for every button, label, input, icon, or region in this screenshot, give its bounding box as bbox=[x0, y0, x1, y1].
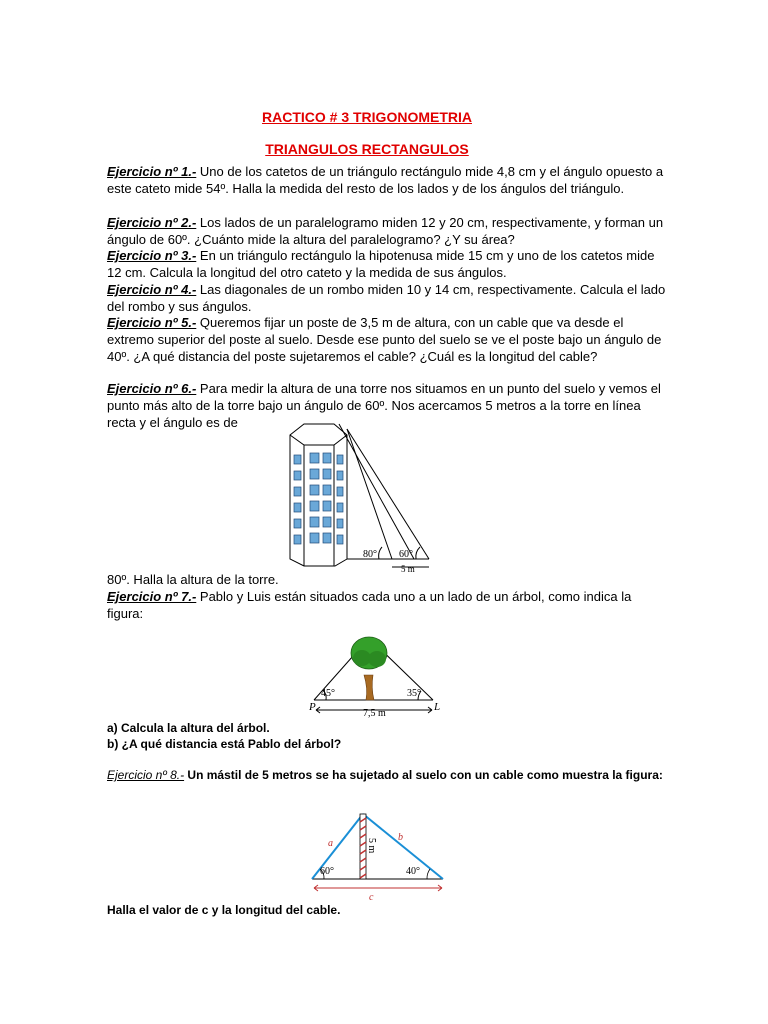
tree-point-l: L bbox=[434, 701, 440, 713]
exercise-text: Las diagonales de un rombo miden 10 y 14 cm, respectivamente. Calcula el lado del rombo y sus ángulos. bbox=[107, 282, 666, 314]
exercise-label: Ejercicio nº 6.- bbox=[107, 381, 197, 396]
mast-side-b: b bbox=[398, 832, 403, 843]
page-subtitle: TRIANGULOS RECTANGULOS bbox=[265, 141, 469, 157]
exercise-4 bbox=[107, 282, 667, 316]
exercise-label: Ejercicio nº 4.- bbox=[107, 282, 197, 297]
tree-distance: 7,5 m bbox=[363, 708, 386, 719]
exercise-8-final: Halla el valor de c y la longitud del cable. bbox=[107, 903, 341, 917]
mast-figure bbox=[306, 810, 450, 902]
tree-angle-l: 35° bbox=[407, 688, 421, 699]
exercise-text: Queremos fijar un poste de 3,5 m de altura, con un cable que va desde el extremo superior del poste al suelo. Desde ese punto del suelo se ve el poste bajo un ángulo de 40º. ¿A qué distancia del poste sujetaremos el cable? ¿Cuál es la longitud del cable? bbox=[107, 315, 662, 364]
tower-angle-60: 60° bbox=[399, 549, 413, 560]
mast-side-a: a bbox=[328, 838, 333, 849]
exercise-text: Pablo y Luis están situados cada uno a un lado de un árbol, como indica la figura: bbox=[107, 589, 632, 621]
exercise-7-question-a: a) Calcula la altura del árbol. bbox=[107, 721, 270, 735]
exercise-7-question-b: b) ¿A qué distancia está Pablo del árbol? bbox=[107, 737, 342, 751]
exercise-text: Para medir la altura de una torre nos situamos en un punto del suelo y vemos el punto más alto de la torre bajo un ángulo de 60º. Nos acercamos 5 metros a la torre en línea recta y el ángulo es de bbox=[107, 381, 661, 430]
tower-distance: 5 m bbox=[401, 564, 415, 573]
tree-figure bbox=[306, 630, 440, 720]
exercise-2 bbox=[107, 215, 667, 249]
tower-angle-80: 80° bbox=[363, 549, 377, 560]
tree-angle-p: 45° bbox=[321, 688, 335, 699]
tree-point-p: P bbox=[309, 701, 316, 713]
exercise-text: En un triángulo rectángulo la hipotenusa mide 15 cm y uno de los catetos mide 12 cm. Calcula la longitud del otro cateto y la medida de sus ángulos. bbox=[107, 248, 655, 280]
exercise-label: Ejercicio nº 1.- bbox=[107, 164, 197, 179]
exercise-3 bbox=[107, 248, 667, 282]
exercise-1 bbox=[107, 164, 667, 198]
exercise-7 bbox=[107, 589, 667, 623]
exercise-text: Un mástil de 5 metros se ha sujetado al suelo con un cable como muestra la figura: bbox=[184, 768, 663, 782]
exercise-label: Ejercicio nº 7.- bbox=[107, 589, 197, 604]
exercise-label: Ejercicio nº 5.- bbox=[107, 315, 197, 330]
exercise-label: Ejercicio nº 2.- bbox=[107, 215, 197, 230]
mast-angle-right: 40° bbox=[406, 866, 420, 877]
exercise-6-continuation: 80º. Halla la altura de la torre. bbox=[107, 572, 279, 587]
page-title: RACTICO # 3 TRIGONOMETRIA bbox=[261, 109, 472, 125]
mast-height: 5 m bbox=[366, 838, 377, 854]
tower-figure bbox=[284, 421, 434, 573]
exercise-label: Ejercicio nº 8.- bbox=[107, 768, 185, 782]
mast-side-c: c bbox=[369, 892, 374, 902]
exercise-text: Los lados de un paralelogramo miden 12 y 20 cm, respectivamente, y forman un ángulo de 60º. ¿Cuánto mide la altura del paralelogramo? ¿Y su área? bbox=[107, 215, 664, 247]
exercise-label: Ejercicio nº 3.- bbox=[107, 248, 197, 263]
exercise-8 bbox=[107, 767, 667, 784]
mast-angle-left: 60° bbox=[320, 866, 334, 877]
exercise-text: Uno de los catetos de un triángulo rectángulo mide 4,8 cm y el ángulo opuesto a este cateto mide 54º. Halla la medida del resto de los lados y de los ángulos del triángulo. bbox=[107, 164, 664, 196]
exercise-5 bbox=[107, 315, 667, 365]
